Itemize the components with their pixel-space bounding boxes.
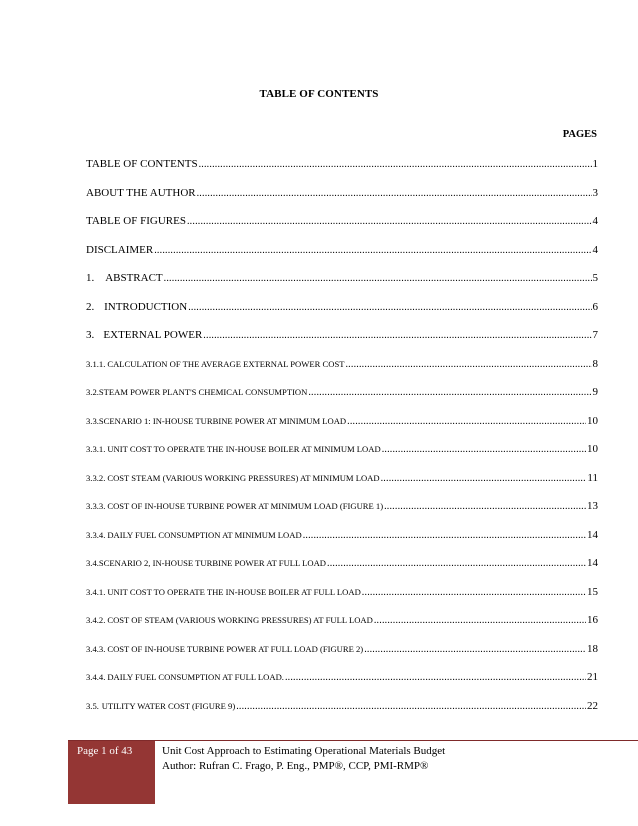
toc-page-number: 9 — [592, 386, 598, 398]
toc-entry-text: STEAM POWER PLANT'S CHEMICAL CONSUMPTION — [98, 387, 308, 397]
toc-leader — [384, 501, 586, 512]
toc-entry-text: DAILY FUEL CONSUMPTION AT MINIMUM LOAD — [107, 530, 302, 540]
toc-page-number: 22 — [587, 700, 598, 712]
toc-page-number: 14 — [587, 529, 598, 541]
toc-entry-3-3-1[interactable] — [86, 443, 598, 455]
toc-page-number: 4 — [592, 244, 598, 256]
pages-column-header: PAGES — [562, 129, 597, 140]
toc-entry-table-of-contents[interactable] — [86, 158, 598, 170]
toc-entry-text: DAILY FUEL CONSUMPTION AT FULL LOAD. — [107, 672, 284, 682]
toc-entry-text: INTRODUCTION — [104, 301, 188, 313]
toc-entry-text: UTILITY WATER COST (FIGURE 9) — [101, 701, 236, 711]
toc-entry-number: 3.2. — [86, 387, 99, 397]
toc-leader — [303, 530, 586, 541]
toc-entry-text: COST OF IN-HOUSE TURBINE POWER AT FULL LOAD (FIGURE 2) — [107, 644, 364, 654]
toc-leader — [236, 701, 586, 712]
toc-entry-number: 3.4.3. — [86, 644, 106, 654]
toc-entry-number: 3.3.2. — [86, 473, 106, 483]
toc-entry-about-the-author[interactable] — [86, 187, 598, 199]
toc-entry-number: 3.3.1. — [86, 444, 106, 454]
toc-page-number: 1 — [592, 158, 598, 170]
footer-doc-title: Unit Cost Approach to Estimating Operational Materials Budget — [162, 745, 446, 757]
toc-page-number: 7 — [592, 329, 598, 341]
toc-entry-introduction[interactable] — [86, 301, 598, 313]
toc-leader — [164, 273, 592, 284]
toc-page-number: 8 — [592, 358, 598, 370]
toc-entry-text: COST OF IN-HOUSE TURBINE POWER AT MINIMUM LOAD (FIGURE 1) — [107, 501, 384, 511]
toc-entry-number: 3.4.4. — [86, 672, 106, 682]
toc-entry-text: DISCLAIMER — [86, 244, 154, 256]
toc-page-number: 3 — [592, 187, 598, 199]
toc-page-number: 21 — [587, 671, 598, 683]
toc-leader — [347, 416, 586, 427]
toc-leader — [188, 302, 591, 313]
toc-entry-text: ABOUT THE AUTHOR — [86, 187, 196, 199]
toc-page-number: 10 — [587, 415, 598, 427]
toc-leader — [308, 387, 591, 398]
toc-leader — [199, 159, 592, 170]
toc-entry-number: 3. — [86, 329, 95, 341]
toc-leader — [327, 558, 586, 569]
toc-entry-3-3-2[interactable] — [86, 472, 598, 484]
toc-entry-3-4-1[interactable] — [86, 586, 598, 598]
toc-page-number: 15 — [587, 586, 598, 598]
toc-leader — [187, 216, 592, 227]
toc-entry-number: 3.4.1. — [86, 587, 106, 597]
toc-entry-3-5[interactable] — [86, 700, 598, 712]
toc-entry-3-1-1[interactable] — [86, 358, 598, 370]
toc-entry-number: 3.4.2. — [86, 615, 106, 625]
toc-entry-3-4[interactable] — [86, 557, 598, 569]
toc-entry-text: EXTERNAL POWER — [103, 329, 203, 341]
toc-entry-number: 3.4. — [86, 558, 99, 568]
toc-leader — [203, 330, 591, 341]
toc-entry-number: 3.3.3. — [86, 501, 106, 511]
toc-entry-3-3-4[interactable] — [86, 529, 598, 541]
toc-leader — [382, 444, 586, 455]
toc-entry-number: 3.1.1. — [86, 359, 106, 369]
toc-entry-text: SCENARIO 1: IN-HOUSE TURBINE POWER AT MINIMUM LOAD — [98, 416, 347, 426]
toc-entry-text: CALCULATION OF THE AVERAGE EXTERNAL POWER COST — [107, 359, 345, 369]
toc-entry-number: 1. — [86, 272, 95, 284]
toc-entry-table-of-figures[interactable] — [86, 215, 598, 227]
toc-leader — [345, 359, 591, 370]
toc-entry-3-4-2[interactable] — [86, 614, 598, 626]
toc-page-number: 16 — [587, 614, 598, 626]
toc-entry-text: UNIT COST TO OPERATE THE IN-HOUSE BOILER AT FULL LOAD — [107, 587, 361, 597]
toc-leader — [362, 587, 586, 598]
toc-entry-external-power[interactable] — [86, 329, 598, 341]
toc-entry-3-3[interactable] — [86, 415, 598, 427]
toc-entry-3-4-3[interactable] — [86, 643, 598, 655]
toc-entry-text: SCENARIO 2, IN-HOUSE TURBINE POWER AT FULL LOAD — [98, 558, 326, 568]
toc-leader — [197, 188, 592, 199]
toc-leader — [364, 644, 586, 655]
page-title: TABLE OF CONTENTS — [259, 88, 379, 100]
toc-entry-text: TABLE OF FIGURES — [86, 215, 186, 227]
toc-leader — [285, 672, 586, 683]
toc-page-number: 13 — [587, 500, 598, 512]
toc-leader — [381, 473, 587, 484]
toc-entry-number: 3.5. — [86, 701, 99, 711]
toc-entry-3-2[interactable] — [86, 386, 598, 398]
toc-entry-text: COST OF STEAM (VARIOUS WORKING PRESSURES) AT FULL LOAD — [107, 615, 373, 625]
toc-page-number: 18 — [587, 643, 598, 655]
toc-page-number: 4 — [592, 215, 598, 227]
toc-page-number: 6 — [592, 301, 598, 313]
toc-page-number: 10 — [587, 443, 598, 455]
toc-entry-text: COST STEAM (VARIOUS WORKING PRESSURES) AT MINIMUM LOAD — [107, 473, 380, 483]
footer-page-badge — [68, 741, 155, 804]
toc-page-number: 5 — [592, 272, 598, 284]
toc-entry-text: TABLE OF CONTENTS — [86, 158, 198, 170]
toc-entry-abstract[interactable] — [86, 272, 598, 284]
footer-text — [162, 744, 445, 774]
toc-entry-number: 3.3.4. — [86, 530, 106, 540]
toc-entry-3-4-4[interactable] — [86, 671, 598, 683]
footer-author: Author: Rufran C. Frago, P. Eng., PMP®, CCP, PMI-RMP® — [162, 760, 429, 772]
toc-entry-3-3-3[interactable] — [86, 500, 598, 512]
toc-leader — [154, 245, 591, 256]
toc-entry-text: UNIT COST TO OPERATE THE IN-HOUSE BOILER AT MINIMUM LOAD — [107, 444, 381, 454]
toc-entry-disclaimer[interactable] — [86, 244, 598, 256]
toc-leader — [374, 615, 586, 626]
footer-page-label: Page 1 of 43 — [77, 745, 133, 757]
toc-page-number: 11 — [587, 472, 598, 484]
toc-entry-text: ABSTRACT — [105, 272, 163, 284]
toc-entry-number: 3.3. — [86, 416, 99, 426]
toc-entry-number: 2. — [86, 301, 95, 313]
toc-page-number: 14 — [587, 557, 598, 569]
